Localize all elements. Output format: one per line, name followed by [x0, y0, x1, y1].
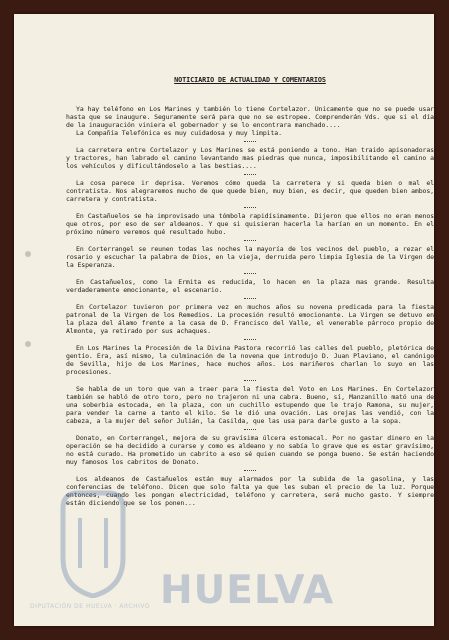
- separator: [244, 429, 256, 430]
- document-title: NOTICIARIO DE ACTUALIDAD Y COMENTARIOS: [174, 76, 326, 84]
- paragraph: En Castañuelos, como la Ermita es reducida, lo hacen en la plaza mas grande. Resulta verdaderamente emocionante, el escenario.: [66, 278, 434, 294]
- separator: [244, 141, 256, 142]
- watermark-text: HUELVA: [160, 568, 335, 613]
- paragraph: Los aldeanos de Castañuelos están muy alarmados por la subida de la gasolina, y las conferencias de teléfono. Dicen que solo falta ya que les suban el precio de la luz. Porque entonces, cuando les pongan electricidad, teléfono y carretera, será mucho gasto. Y siempre están diciendo que se los ponen...: [66, 475, 434, 507]
- separator: [244, 470, 256, 471]
- paragraph: En Castañuelos se ha improvisado una tómbola rapidísimamente. Dijeron que ellos no eran menos que otros, por eso de ser aldeanos. Y que si quisieran hacerla la harían en un momento. En el próximo número veremos qué resultado hubo.: [66, 212, 434, 236]
- watermark-subtext: DIPUTACIÓN DE HUELVA · ARCHIVO: [30, 603, 151, 610]
- document-page: [14, 14, 434, 626]
- paragraph: La carretera entre Cortelazor y Los Marines se está poniendo a tono. Han traido apisonadoras y tractores, han labrado el camino levantando mas piedras que nunca, imposibilitando el camino a los vehículos y dificultándoselo a las bestias....: [66, 146, 434, 170]
- document-body: [66, 76, 434, 507]
- paragraph: En Corterrangel se reunen todas las noches la mayoría de los vecinos del pueblo, a rezar el rosario y escuchar la palabra de Dios, en la vieja, derruida pero limpia Iglesia de la Virgen de la Esperanza.: [66, 245, 434, 269]
- separator: [244, 273, 256, 274]
- paragraph: En Los Marines la Procesión de la Divina Pastora recorrió las calles del pueblo, pletórica de gentío. Era, así mismo, la culminación de la novena que introdujo D. Juan Plaviano, el canónigo de Sevilla, hijo de Los Marines, hace muchos años. Los mariñeros charlan lo suyo en las procesiones.: [66, 344, 434, 376]
- paragraph: Donato, en Corterrangel, mejora de su gravísima úlcera estomacal. Por no gastar dinero en la operación se ha decidido a curarse y como es aldeano y no sabía lo grave que es estar gravísimo, no está curado. Ha prometido un cabrito a eso sé quien cuando se ponga bueno. Se están haciendo muy famosos los cabritos de Donato.: [66, 434, 434, 466]
- separator: [244, 380, 256, 381]
- separator: [244, 207, 256, 208]
- paragraph: La Compañía Telefónica es muy cuidadosa y muy limpita.: [76, 129, 282, 137]
- separator: [244, 339, 256, 340]
- paragraph: Se habla de un toro que van a traer para la fiesta del Voto en Los Marines. En Cortelazor también se habló de otro toro, pero no trajeron ni una cabra. Bueno, sí, Manzanillo mató una de una soberbia estocada, en la plaza, con un cuchillo estupendo que le trajo Ramona, su mujer, para vender la carne a tanto el kilo. Se le dió una ovación. Las orejas las vendió, con la cabeza, a la mujer del señor Julián, la Casilda, que las usa para darle gusto a la sopa.: [66, 385, 434, 425]
- separator: [244, 240, 256, 241]
- paragraph: Ya hay teléfono en Los Marines y también lo tiene Cortelazor. Unicamente que no se puede usar hasta que se inaugure. Seguramente será para que no se estropee. Comprenderán Vds. que si el día de la inauguración viniera el gobernador y se lo encontrara manchado....: [66, 105, 434, 129]
- separator: [244, 174, 256, 175]
- paragraph: En Cortelazor tuvieron por primera vez en muchos años su novena predicada para la fiesta patronal de la Virgen de los Remedios. La procesión resultó emocionante. La Virgen se detuvo en la plaza del álamo frente a la casa de D. Francisco del Valle, el venerable párroco propio de Almonte, ya retirado por sus achaques.: [66, 303, 434, 335]
- binder-holes: [14, 14, 44, 626]
- paragraph: La cosa parece ir deprisa. Veremos cómo queda la carretera y si queda bien o mal el contratista. Nos alegraremos mucho de que quede bien, muy bien, es decir, que queden bien ambos, carretera y contratista.: [66, 179, 434, 203]
- separator: [244, 298, 256, 299]
